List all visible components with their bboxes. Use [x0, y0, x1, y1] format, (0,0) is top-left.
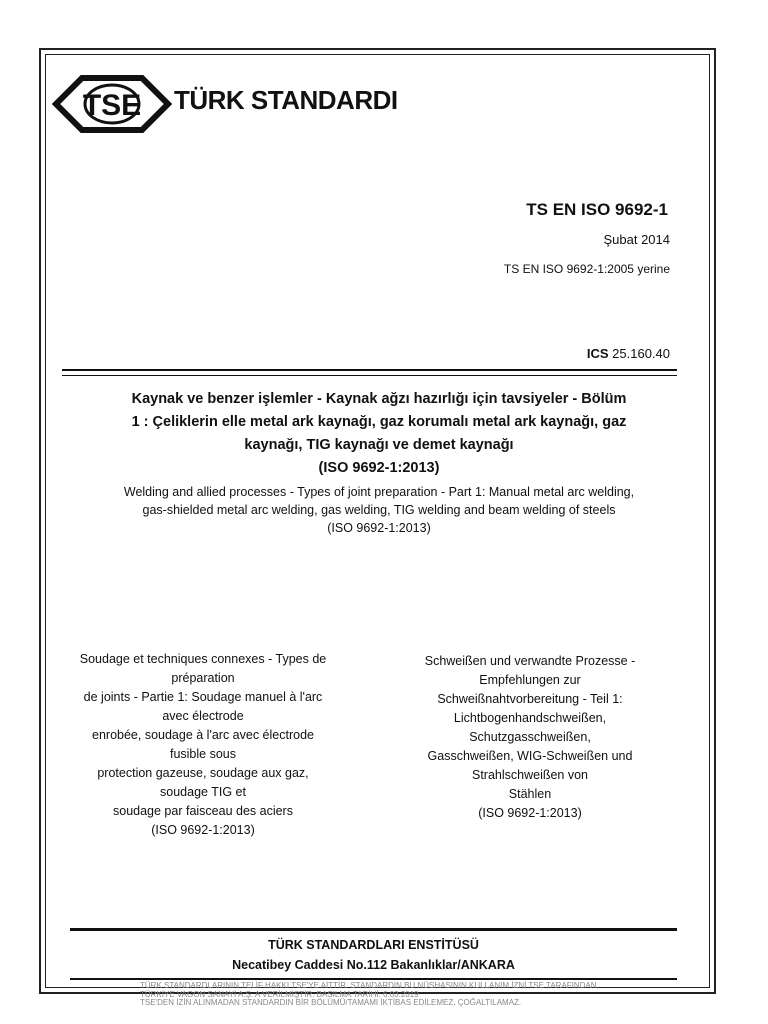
replaces-note: TS EN ISO 9692-1:2005 yerine	[503, 262, 670, 276]
french-title-line: avec électrode	[162, 709, 244, 723]
english-title-line: gas-shielded metal arc welding, gas welding, TIG welding and beam welding of steels	[142, 503, 616, 517]
footer-divider-top	[70, 928, 677, 931]
french-title-line: soudage par faisceau des aciers	[113, 804, 293, 818]
ics-code	[587, 346, 670, 361]
french-title-line: Soudage et techniques connexes - Types de	[79, 652, 327, 666]
organization-address: Necatibey Caddesi No.112 Bakanlıklar/ANKARA	[232, 958, 515, 972]
german-title-line: Strahlschweißen von	[471, 768, 589, 782]
english-title-line: (ISO 9692-1:2013)	[327, 521, 431, 535]
divider-thin	[62, 375, 677, 376]
copyright-line: TÜRK STANDARDLARININ TELİF HAKKI TSE'YE AİTTİR. STANDARDIN BU NÜSHASININ KULLANIM İZNİ TSE TARAFINDAN	[140, 981, 597, 990]
german-title-line: Lichtbogenhandschweißen,	[453, 711, 607, 725]
copyright-line: TSE'DEN İZİN ALINMADAN STANDARDIN BİR BÖLÜMÜ/TAMAMI İKTİBAS EDİLEMEZ, ÇOĞALTILAMAZ.	[140, 998, 522, 1007]
turkish-title-line: Kaynak ve benzer işlemler - Kaynak ağzı hazırlığı için tavsiyeler - Bölüm	[131, 391, 627, 407]
german-title-line: Empfehlungen zur	[479, 673, 581, 687]
standard-date: Şubat 2014	[603, 232, 670, 247]
german-title-line: Stählen	[508, 787, 552, 801]
ics-label: ICS	[586, 346, 609, 361]
footer-divider-bottom	[70, 978, 677, 980]
french-title-line: soudage TIG et	[160, 785, 246, 799]
ics-value: 25.160.40	[612, 346, 670, 361]
divider-thick	[62, 369, 677, 371]
french-title-line: (ISO 9692-1:2013)	[151, 823, 255, 837]
turkish-title-line: kaynağı, TIG kaynağı ve demet kaynağı	[244, 437, 514, 453]
french-title-line: de joints - Partie 1: Soudage manuel à l'arc	[83, 690, 323, 704]
copyright-notice	[140, 982, 660, 1008]
copyright-line: TÜRKİYE VAGON SANAYİ A.Ş. A VERİLMİŞTİR. BASILMA TARİHİ: 6.03.2019	[140, 989, 419, 999]
german-title	[385, 652, 675, 823]
german-title-line: Schweißnahtvorbereitung - Teil 1:	[437, 692, 623, 706]
tse-logo-icon	[52, 68, 172, 140]
standard-number: TS EN ISO 9692-1	[526, 200, 668, 219]
svg-text:TSE: TSE	[82, 89, 142, 122]
turkish-title-line: (ISO 9692-1:2013)	[318, 460, 440, 476]
turkish-title-line: 1 : Çeliklerin elle metal ark kaynağı, gaz korumalı metal ark kaynağı, gaz	[131, 414, 627, 430]
french-title	[58, 650, 348, 840]
turkish-title	[90, 388, 668, 480]
french-title-line: fusible sous	[169, 747, 236, 761]
french-title-line: enrobée, soudage à l'arc avec électrode	[92, 728, 314, 742]
german-title-line: Schweißen und verwandte Prozesse -	[424, 654, 636, 668]
brand-title: TÜRK STANDARDI	[174, 85, 398, 115]
english-title-line: Welding and allied processes - Types of joint preparation - Part 1: Manual metal arc welding,	[123, 485, 635, 499]
organization-name: TÜRK STANDARDLARI ENSTİTÜSÜ	[268, 938, 479, 952]
german-title-line: Schutzgasschweißen,	[469, 730, 591, 744]
french-title-line: protection gazeuse, soudage aux gaz,	[97, 766, 309, 780]
german-title-line: (ISO 9692-1:2013)	[478, 806, 582, 820]
german-title-line: Gasschweißen, WIG-Schweißen und	[427, 749, 633, 763]
french-title-line: préparation	[171, 671, 235, 685]
english-title	[80, 483, 678, 537]
